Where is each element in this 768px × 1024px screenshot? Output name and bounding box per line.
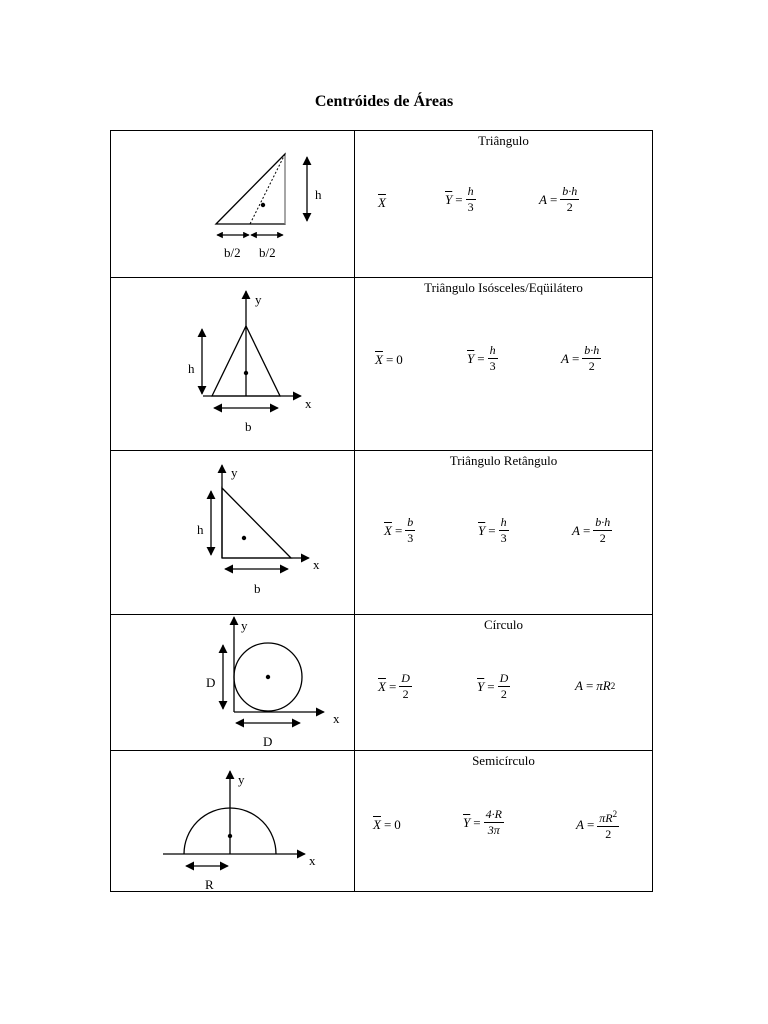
centroid-point — [244, 371, 248, 375]
table-row-isosceles — [111, 278, 653, 451]
figure-cell — [111, 451, 355, 615]
h-label: h — [197, 522, 204, 537]
triangle-diagram — [111, 131, 354, 272]
page-title: Centróides de Áreas — [314, 93, 454, 110]
table-row-right-triangle — [111, 451, 653, 615]
y-axis-label: y — [241, 618, 248, 633]
figure-cell — [111, 751, 355, 892]
y-centroid-formula: $\overline{Y}$ = $\frac{h}{3}$ — [478, 515, 507, 545]
triangle-shape — [216, 154, 285, 224]
y-axis-label: y — [231, 465, 238, 480]
shape-name: Triângulo — [478, 133, 529, 148]
shape-name: Círculo — [484, 617, 523, 632]
x-centroid-formula: $\overline{X}$ = 0 — [373, 817, 401, 832]
isosceles-triangle-diagram — [111, 278, 354, 445]
figure-cell — [111, 278, 355, 451]
area-formula: A = πR 2 — [575, 678, 616, 693]
shape-name: Triângulo Isósceles/Eqüilátero — [424, 280, 583, 295]
formula-cell — [355, 451, 653, 615]
circle-diagram — [111, 615, 354, 749]
x-axis-label: x — [333, 711, 340, 726]
y-centroid-formula: $\overline{Y}$ = $\frac{D}{2}$ — [477, 671, 509, 701]
x-centroid-formula: $\overline{X}$ = 0 — [375, 352, 403, 367]
x-centroid-formula: $\overline{X}$ = $\frac{D}{2}$ — [378, 671, 410, 701]
b-half-label-left: b/2 — [224, 245, 241, 260]
figure-cell — [111, 131, 355, 278]
area-formula: A = $\frac{b\cdot h}{2}$ — [561, 343, 600, 373]
semicircle-diagram — [111, 751, 354, 892]
centroid-point — [266, 675, 270, 679]
x-centroid-formula: $\overline{X}$ = $\frac{b}{3}$ — [384, 515, 414, 545]
b-label: b — [254, 581, 261, 596]
table-row-circle — [111, 615, 653, 751]
h-label: h — [315, 187, 322, 202]
y-centroid-formula: $\overline{Y}$ = $\frac{h}{3}$ — [467, 343, 496, 373]
x-axis-label: x — [313, 557, 320, 572]
centroid-point — [242, 536, 246, 540]
formula-cell — [355, 751, 653, 892]
formula-cell — [355, 131, 653, 278]
x-axis-label: x — [309, 853, 316, 868]
formula-cell — [355, 615, 653, 751]
figure-cell — [111, 615, 355, 751]
formula-cell — [355, 278, 653, 451]
triangle-shape — [222, 488, 291, 558]
b-half-label-right: b/2 — [259, 245, 276, 260]
y-axis-label: y — [255, 292, 262, 307]
h-label: h — [188, 361, 195, 376]
table-row-semicircle — [111, 751, 653, 892]
y-centroid-formula: $\overline{Y}$ = $\frac{h}{3}$ — [445, 184, 474, 214]
centroid-point — [261, 203, 265, 207]
y-centroid-formula: $\overline{Y}$ = $\frac{4\cdot R}{3\pi}$ — [463, 807, 502, 837]
centroid-point — [228, 834, 232, 838]
area-formula: A = $\frac{b\cdot h}{2}$ — [539, 184, 578, 214]
x-axis-label: x — [305, 396, 312, 411]
d-horizontal-label: D — [263, 734, 273, 749]
right-triangle-diagram — [111, 451, 354, 609]
b-label: b — [245, 419, 252, 434]
centroids-table — [110, 130, 653, 892]
shape-name: Triângulo Retângulo — [449, 453, 558, 468]
r-label: R — [205, 877, 214, 892]
y-axis-label: y — [238, 772, 245, 787]
table-row-triangle — [111, 131, 653, 278]
shape-name: Semicírculo — [472, 753, 535, 768]
area-formula: A = $\frac{b\cdot h}{2}$ — [572, 515, 611, 545]
median-line — [250, 154, 285, 224]
d-vertical-label: D — [206, 675, 216, 690]
x-centroid-formula: $\overline{X}$ — [378, 195, 386, 210]
area-formula: A = $\frac{\pi R^2}{2}$ — [576, 809, 618, 841]
